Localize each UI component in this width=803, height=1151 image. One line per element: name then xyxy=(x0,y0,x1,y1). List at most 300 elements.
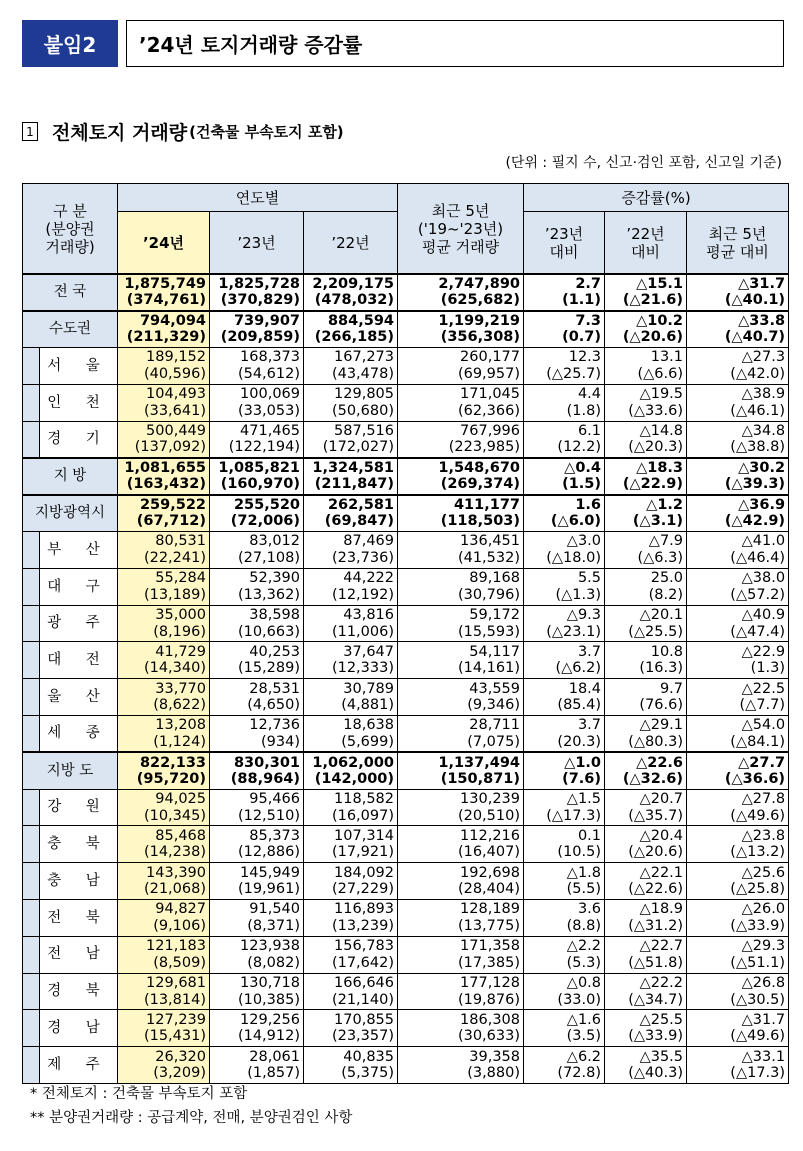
main-value: 116,893 xyxy=(334,901,395,918)
row-indent xyxy=(23,679,40,716)
attachment-badge: 붙임2 xyxy=(22,20,118,67)
presale-value: (10.5) xyxy=(557,844,602,861)
main-value: △33.1 xyxy=(741,1048,786,1065)
presale-value: (41,532) xyxy=(457,549,521,566)
header-vs-2022 xyxy=(605,212,687,275)
value-cell xyxy=(524,311,605,348)
main-value: 54,117 xyxy=(469,643,521,660)
value-cell xyxy=(524,936,605,973)
presale-value: (209,859) xyxy=(220,329,301,346)
value-cell xyxy=(524,458,605,495)
value-cell xyxy=(605,605,687,642)
value-cell xyxy=(524,384,605,421)
main-value: 39,358 xyxy=(469,1048,521,1065)
table-row xyxy=(23,900,789,937)
main-value: △41.0 xyxy=(741,533,786,550)
presale-value: (△57.2) xyxy=(730,586,786,603)
presale-value: (12,510) xyxy=(237,807,301,824)
region-name: 충 남 xyxy=(40,863,118,900)
value-cell xyxy=(398,568,524,605)
main-value: △26.0 xyxy=(741,901,786,918)
main-value: 3.7 xyxy=(577,717,602,734)
presale-value: (160,970) xyxy=(220,476,301,493)
land-transaction-table xyxy=(22,183,789,1084)
value-cell xyxy=(118,568,210,605)
value-cell xyxy=(605,642,687,679)
main-value: 128,189 xyxy=(460,901,521,918)
table-row xyxy=(23,973,789,1010)
presale-value: (△51.8) xyxy=(628,954,684,971)
region-name: 지방광역시 xyxy=(23,495,118,532)
value-cell xyxy=(398,495,524,532)
region-name: 강 원 xyxy=(40,789,118,826)
value-cell xyxy=(210,605,304,642)
value-cell xyxy=(118,716,210,753)
main-value: △1.5 xyxy=(566,791,602,808)
value-cell xyxy=(304,495,398,532)
region-name: 경 기 xyxy=(40,421,118,458)
main-value: △34.8 xyxy=(741,422,786,439)
main-value: △27.8 xyxy=(741,791,786,808)
presale-value: (5.5) xyxy=(566,881,602,898)
presale-value: (8.2) xyxy=(648,586,684,603)
presale-value: (54,612) xyxy=(237,365,301,382)
value-cell xyxy=(304,863,398,900)
presale-value: (△3.1) xyxy=(632,513,684,530)
presale-value: (△47.4) xyxy=(730,623,786,640)
presale-value: (478,032) xyxy=(314,292,395,309)
presale-value: (4,881) xyxy=(341,697,395,714)
header-division-sub2: 거래량) xyxy=(45,237,95,256)
main-value: 7.3 xyxy=(575,312,602,329)
main-value: △18.3 xyxy=(636,459,684,476)
value-cell xyxy=(304,605,398,642)
presale-value: (△80.3) xyxy=(628,733,684,750)
value-cell xyxy=(210,421,304,458)
value-cell xyxy=(210,973,304,1010)
presale-value: (211,847) xyxy=(314,476,395,493)
row-indent xyxy=(23,936,40,973)
main-value: △9.3 xyxy=(566,607,602,624)
main-value: 85,468 xyxy=(155,827,207,844)
main-value: 1.6 xyxy=(575,496,602,513)
main-value: 0.1 xyxy=(577,827,602,844)
presale-value: (12,192) xyxy=(331,586,395,603)
main-value: △36.9 xyxy=(738,496,786,513)
table-row xyxy=(23,679,789,716)
header-vs-2023 xyxy=(524,212,605,275)
presale-value: (8,509) xyxy=(153,954,207,971)
main-value: △22.9 xyxy=(741,643,786,660)
presale-value: (40,596) xyxy=(143,365,207,382)
presale-value: (△42.0) xyxy=(730,365,786,382)
value-cell xyxy=(210,936,304,973)
value-cell xyxy=(687,348,789,385)
main-value: 6.1 xyxy=(577,422,602,439)
presale-value: (△38.8) xyxy=(730,439,786,456)
main-value: 884,594 xyxy=(327,312,395,329)
table-row xyxy=(23,605,789,642)
presale-value: (△35.7) xyxy=(628,807,684,824)
presale-value: (5.3) xyxy=(566,954,602,971)
value-cell xyxy=(304,900,398,937)
header-2024: ’24년 xyxy=(118,212,210,275)
presale-value: (△25.8) xyxy=(730,881,786,898)
main-value: △38.0 xyxy=(741,570,786,587)
presale-value: (△40.7) xyxy=(724,329,786,346)
main-value: 40,253 xyxy=(249,643,301,660)
value-cell xyxy=(304,274,398,311)
value-cell xyxy=(118,274,210,311)
presale-value: (△22.9) xyxy=(622,476,684,493)
presale-value: (△20.6) xyxy=(622,329,684,346)
row-indent xyxy=(23,973,40,1010)
value-cell xyxy=(605,1010,687,1047)
presale-value: (0.7) xyxy=(562,329,602,346)
main-value: 9.7 xyxy=(659,680,684,697)
header-division-label: 구 분 xyxy=(53,201,87,220)
presale-value: (27,229) xyxy=(331,881,395,898)
main-value: △3.0 xyxy=(566,533,602,550)
value-cell xyxy=(398,863,524,900)
presale-value: (13,239) xyxy=(331,917,395,934)
value-cell xyxy=(304,568,398,605)
value-cell xyxy=(304,311,398,348)
value-cell xyxy=(210,384,304,421)
value-cell xyxy=(210,348,304,385)
presale-value: (△36.6) xyxy=(724,771,786,787)
presale-value: (△20.6) xyxy=(628,844,684,861)
value-cell xyxy=(605,789,687,826)
presale-value: (5,699) xyxy=(341,733,395,750)
presale-value: (8,622) xyxy=(153,697,207,714)
value-cell xyxy=(304,1047,398,1084)
main-value: △22.2 xyxy=(639,975,684,992)
main-value: 123,938 xyxy=(240,938,301,955)
value-cell xyxy=(210,495,304,532)
value-cell xyxy=(210,789,304,826)
presale-value: (13,814) xyxy=(143,991,207,1008)
value-cell xyxy=(398,348,524,385)
value-cell xyxy=(605,826,687,863)
presale-value: (16,097) xyxy=(331,807,395,824)
table-row xyxy=(23,532,789,569)
main-value: 130,239 xyxy=(460,791,521,808)
region-name: 대 전 xyxy=(40,642,118,679)
value-cell xyxy=(524,532,605,569)
value-cell xyxy=(524,642,605,679)
value-cell xyxy=(687,458,789,495)
main-value: 80,531 xyxy=(155,533,207,550)
presale-value: (67,712) xyxy=(136,513,207,530)
unit-note: (단위 : 필지 수, 신고·검인 포함, 신고일 기준) xyxy=(505,155,782,171)
main-value: △7.9 xyxy=(648,533,684,550)
main-value: 12.3 xyxy=(568,349,602,366)
presale-value: (△40.3) xyxy=(628,1065,684,1082)
presale-value: (72.8) xyxy=(557,1065,602,1082)
main-value: 129,805 xyxy=(334,386,395,403)
value-cell xyxy=(605,421,687,458)
presale-value: (△20.3) xyxy=(628,439,684,456)
main-value: 1,085,821 xyxy=(218,459,301,476)
region-name: 충 북 xyxy=(40,826,118,863)
main-value: 830,301 xyxy=(233,754,301,771)
main-value: 259,522 xyxy=(139,496,207,513)
region-name: 인 천 xyxy=(40,384,118,421)
presale-value: (△42.9) xyxy=(724,513,786,530)
main-value: 13.1 xyxy=(650,349,684,366)
table-row xyxy=(23,458,789,495)
main-value: △18.9 xyxy=(639,901,684,918)
section-subtitle: (건축물 부속토지 포함) xyxy=(189,122,344,141)
main-value: 129,681 xyxy=(146,975,207,992)
presale-value: (30,633) xyxy=(457,1028,521,1045)
main-value: 107,314 xyxy=(334,827,395,844)
main-value: 28,531 xyxy=(249,680,301,697)
region-name: 부 산 xyxy=(40,532,118,569)
region-name: 경 남 xyxy=(40,1010,118,1047)
value-cell xyxy=(605,752,687,789)
value-cell xyxy=(118,458,210,495)
value-cell xyxy=(398,973,524,1010)
presale-value: (10,345) xyxy=(143,807,207,824)
value-cell xyxy=(210,863,304,900)
presale-value: (△39.3) xyxy=(724,476,786,493)
value-cell xyxy=(398,458,524,495)
presale-value: (625,682) xyxy=(440,292,521,309)
value-cell xyxy=(687,973,789,1010)
main-value: 192,698 xyxy=(460,864,521,881)
table-row xyxy=(23,863,789,900)
value-cell xyxy=(687,642,789,679)
value-cell xyxy=(605,1047,687,1084)
main-value: 118,582 xyxy=(334,791,395,808)
value-cell xyxy=(118,532,210,569)
main-value: △54.0 xyxy=(741,717,786,734)
presale-value: (△21.6) xyxy=(622,292,684,309)
main-value: 28,061 xyxy=(249,1048,301,1065)
presale-value: (21,068) xyxy=(143,881,207,898)
presale-value: (76.6) xyxy=(639,697,684,714)
value-cell xyxy=(687,421,789,458)
presale-value: (20.3) xyxy=(557,733,602,750)
header-avg5-sub: 평균 거래량 xyxy=(421,237,500,256)
value-cell xyxy=(118,679,210,716)
table-row xyxy=(23,348,789,385)
presale-value: (△33.6) xyxy=(628,402,684,419)
header-2022: ’22년 xyxy=(304,212,398,275)
value-cell xyxy=(605,936,687,973)
presale-value: (△49.6) xyxy=(730,1028,786,1045)
value-cell xyxy=(304,826,398,863)
presale-value: (△46.1) xyxy=(730,402,786,419)
value-cell xyxy=(605,900,687,937)
presale-value: (△51.1) xyxy=(730,954,786,971)
main-value: △15.1 xyxy=(636,275,684,292)
main-value: 13,208 xyxy=(155,717,207,734)
main-value: 41,729 xyxy=(155,643,207,660)
value-cell xyxy=(118,384,210,421)
main-value: 143,390 xyxy=(146,864,207,881)
main-value: 166,646 xyxy=(334,975,395,992)
presale-value: (△33.9) xyxy=(628,1028,684,1045)
presale-value: (370,829) xyxy=(220,292,301,309)
value-cell xyxy=(210,458,304,495)
presale-value: (13,362) xyxy=(237,586,301,603)
presale-value: (1.1) xyxy=(562,292,602,309)
table-row xyxy=(23,752,789,789)
presale-value: (3,880) xyxy=(467,1065,521,1082)
main-value: 168,373 xyxy=(240,349,301,366)
presale-value: (7,075) xyxy=(467,733,521,750)
presale-value: (13,189) xyxy=(143,586,207,603)
value-cell xyxy=(398,679,524,716)
footnote-2: ** 분양권거래량 : 공급계약, 전매, 분양권검인 사항 xyxy=(30,1110,353,1126)
value-cell xyxy=(687,532,789,569)
main-value: 145,949 xyxy=(240,864,301,881)
table-row xyxy=(23,274,789,311)
main-value: △26.8 xyxy=(741,975,786,992)
main-value: 121,183 xyxy=(146,938,207,955)
value-cell xyxy=(398,1047,524,1084)
main-value: △1.8 xyxy=(566,864,602,881)
presale-value: (20,510) xyxy=(457,807,521,824)
row-indent xyxy=(23,384,40,421)
main-value: 87,469 xyxy=(343,533,395,550)
table-row xyxy=(23,936,789,973)
header-avg5-range: ('19~'23년) xyxy=(417,219,504,238)
value-cell xyxy=(687,274,789,311)
value-cell xyxy=(605,716,687,753)
presale-value: (72,006) xyxy=(230,513,301,530)
presale-value: (1.3) xyxy=(750,660,786,677)
presale-value: (95,720) xyxy=(136,771,207,787)
presale-value: (1.8) xyxy=(566,402,602,419)
main-value: △31.7 xyxy=(738,275,786,292)
presale-value: (1,857) xyxy=(247,1065,301,1082)
value-cell xyxy=(524,900,605,937)
row-indent xyxy=(23,348,40,385)
value-cell xyxy=(524,973,605,1010)
presale-value: (150,871) xyxy=(440,771,521,787)
header-rate: 증감률(%) xyxy=(524,184,789,212)
presale-value: (△84.1) xyxy=(730,733,786,750)
value-cell xyxy=(118,863,210,900)
presale-value: (43,478) xyxy=(331,365,395,382)
table-row xyxy=(23,311,789,348)
presale-value: (172,027) xyxy=(322,439,395,456)
region-name: 지 방 xyxy=(23,458,118,495)
value-cell xyxy=(210,716,304,753)
value-cell xyxy=(687,863,789,900)
region-name: 울 산 xyxy=(40,679,118,716)
value-cell xyxy=(304,973,398,1010)
main-value: 1,875,749 xyxy=(124,275,207,292)
table-row xyxy=(23,826,789,863)
value-cell xyxy=(605,863,687,900)
value-cell xyxy=(605,311,687,348)
main-value: 189,152 xyxy=(146,349,207,366)
main-value: 30,789 xyxy=(343,680,395,697)
section-number: 1 xyxy=(22,122,38,141)
table-row xyxy=(23,568,789,605)
value-cell xyxy=(398,826,524,863)
value-cell xyxy=(524,274,605,311)
value-cell xyxy=(210,1047,304,1084)
main-value: △25.5 xyxy=(639,1011,684,1028)
main-value: 44,222 xyxy=(343,570,395,587)
main-value: △20.1 xyxy=(639,607,684,624)
presale-value: (12,333) xyxy=(331,660,395,677)
value-cell xyxy=(210,532,304,569)
main-value: △22.7 xyxy=(639,938,684,955)
value-cell xyxy=(118,495,210,532)
value-cell xyxy=(118,642,210,679)
presale-value: (△46.4) xyxy=(730,549,786,566)
table-row xyxy=(23,495,789,532)
region-name: 지방 도 xyxy=(23,752,118,789)
value-cell xyxy=(524,1047,605,1084)
value-cell xyxy=(304,348,398,385)
row-indent xyxy=(23,568,40,605)
value-cell xyxy=(605,532,687,569)
footnote-1: * 전체토지 : 건축물 부속토지 포함 xyxy=(30,1086,248,1102)
main-value: 12,736 xyxy=(249,717,301,734)
value-cell xyxy=(398,532,524,569)
main-value: 767,996 xyxy=(460,422,521,439)
header-vs-2022-year: ’22년 xyxy=(626,224,665,243)
row-indent xyxy=(23,863,40,900)
presale-value: (9,106) xyxy=(153,917,207,934)
main-value: 1,548,670 xyxy=(438,459,521,476)
main-value: 471,465 xyxy=(240,422,301,439)
value-cell xyxy=(304,642,398,679)
value-cell xyxy=(398,274,524,311)
main-value: △27.7 xyxy=(738,754,786,771)
main-value: 94,827 xyxy=(155,901,207,918)
value-cell xyxy=(605,679,687,716)
main-value: 167,273 xyxy=(334,349,395,366)
main-value: △22.6 xyxy=(636,754,684,771)
main-value: 129,256 xyxy=(240,1011,301,1028)
main-value: 2,209,175 xyxy=(312,275,395,292)
header-2023: ’23년 xyxy=(210,212,304,275)
main-value: 94,025 xyxy=(155,791,207,808)
value-cell xyxy=(605,973,687,1010)
main-value: △0.4 xyxy=(564,459,602,476)
value-cell xyxy=(398,900,524,937)
main-value: 91,540 xyxy=(249,901,301,918)
value-cell xyxy=(398,716,524,753)
main-value: 1,081,655 xyxy=(124,459,207,476)
presale-value: (△17.3) xyxy=(730,1065,786,1082)
presale-value: (33,053) xyxy=(237,402,301,419)
presale-value: (19,876) xyxy=(457,991,521,1008)
value-cell xyxy=(524,421,605,458)
main-value: 156,783 xyxy=(334,938,395,955)
region-name: 제 주 xyxy=(40,1047,118,1084)
main-value: 89,168 xyxy=(469,570,521,587)
value-cell xyxy=(398,384,524,421)
main-value: 1,137,494 xyxy=(438,754,521,771)
presale-value: (163,432) xyxy=(126,476,207,493)
presale-value: (12,886) xyxy=(237,844,301,861)
presale-value: (33,641) xyxy=(143,402,207,419)
header-division xyxy=(23,184,118,275)
presale-value: (15,431) xyxy=(143,1028,207,1045)
value-cell xyxy=(210,826,304,863)
main-value: 186,308 xyxy=(460,1011,521,1028)
